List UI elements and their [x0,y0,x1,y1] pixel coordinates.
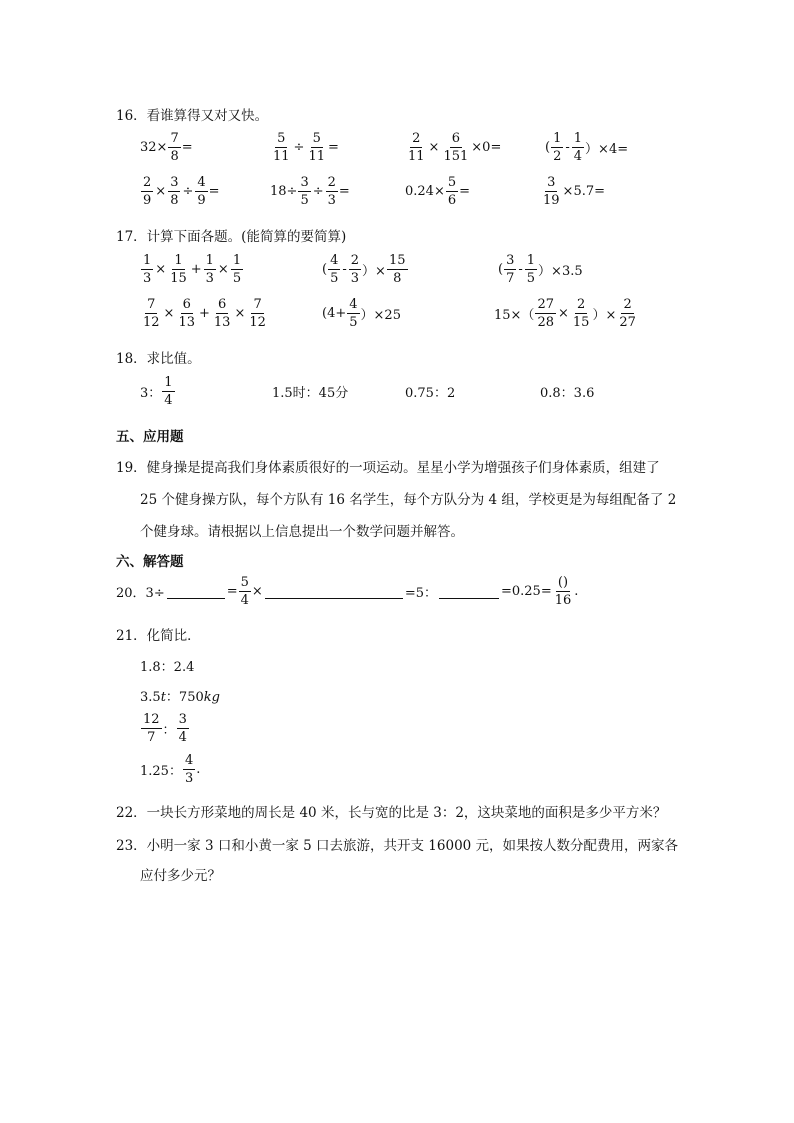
section-6-heading: 六、解答题 [116,554,184,570]
q18-expr-d: 0.8：3.6 [540,386,595,401]
q21-item-d: 1.25： $\frac{4}{3}$ . [140,753,201,786]
q23-line-2: 应付多少元？ [140,868,221,884]
q19-line-2: 25 个健身操方队，每个方队有 16 名学生，每个方队分为 4 组，学校更是为每组配备了 2 [140,492,677,508]
q18-expr-b: 1.5时：45分 [272,386,349,401]
q16-expr-c: $\frac{2}{11}$ × $\frac{6}{151}$ ×0= [408,131,502,164]
q18-title: 18．求比值。 [116,351,201,367]
q17-expr-e: (4+ $\frac{4}{5}$ ）×25 [322,297,401,330]
q16-expr-h: $\frac{3}{19}$ ×5.7= [543,175,606,208]
q23-line-1: 23．小明一家 3 口和小黄一家 5 口去旅游，共开支 16000 元，如果按人数分配费用，两家各 [116,838,679,854]
q20-blank-1[interactable] [167,584,225,599]
q17-expr-a: $\frac{1}{3}$ × $\frac{1}{15}$ + $\frac{1}{3}$ × $\frac{1}{5}$ [143,253,242,286]
q20-blank-2[interactable] [265,584,403,599]
q16-expr-g: 0.24× $\frac{5}{6}$ = [405,175,471,208]
q16-expr-b: $\frac{5}{11}$ ÷ $\frac{5}{11}$ = [273,131,339,164]
q21-item-b: 3.5t：750kg [140,690,220,705]
q18-expr-c: 0.75：2 [405,386,456,401]
q16-expr-d: ( $\frac{1}{2}$ - $\frac{1}{4}$ ）×4= [545,131,629,164]
q21-title: 21．化简比． [116,628,201,644]
q16-expr-f: 18÷ $\frac{3}{5}$ ÷ $\frac{2}{3}$ = [270,175,350,208]
q17-expr-b: ( $\frac{4}{5}$ - $\frac{2}{3}$ ）× $\frac{15}{8}$ [322,253,406,286]
q20-blank-3[interactable] [439,584,499,599]
q16-title: 16．看谁算得又对又快。 [116,108,269,124]
q17-expr-d: $\frac{7}{12}$ × $\frac{6}{13}$ + $\frac{6}{13}$ × $\frac{7}{12}$ [143,297,266,330]
q22-text: 22．一块长方形菜地的周长是 40 米，长与宽的比是 3：2，这块菜地的面积是多少平方米？ [116,805,667,821]
q21-item-c: $\frac{12}{7}$ ： $\frac{3}{4}$ [143,712,187,745]
q19-line-1: 19．健身操是提高我们身体素质很好的一项运动。星星小学为增强孩子们身体素质，组建了 [116,460,660,476]
q18-expr-a: 3： $\frac{1}{4}$ [140,375,173,408]
q17-expr-f: 15×（ $\frac{27}{28}$ × $\frac{2}{15}$ ）× $\frac{2}{27}$ [494,297,636,330]
q16-expr-a: 32× $\frac{7}{8}$ = [140,131,193,164]
section-5-heading: 五、应用题 [116,429,184,445]
q16-expr-e: $\frac{2}{9}$ × $\frac{3}{8}$ ÷ $\frac{4}{9}$ = [143,175,220,208]
q19-line-3: 个健身球。请根据以上信息提出一个数学问题并解答。 [140,524,464,540]
q17-title: 17．计算下面各题。(能简算的要简算) [116,229,347,245]
q20-equation: 20．3÷ = $\frac{5}{4}$ × =5： =0.25= $\frac{()}{16}$ . [116,575,579,608]
q21-item-a: 1.8：2.4 [140,660,195,675]
q17-expr-c: ( $\frac{3}{7}$ - $\frac{1}{5}$ ）×3.5 [498,253,583,286]
